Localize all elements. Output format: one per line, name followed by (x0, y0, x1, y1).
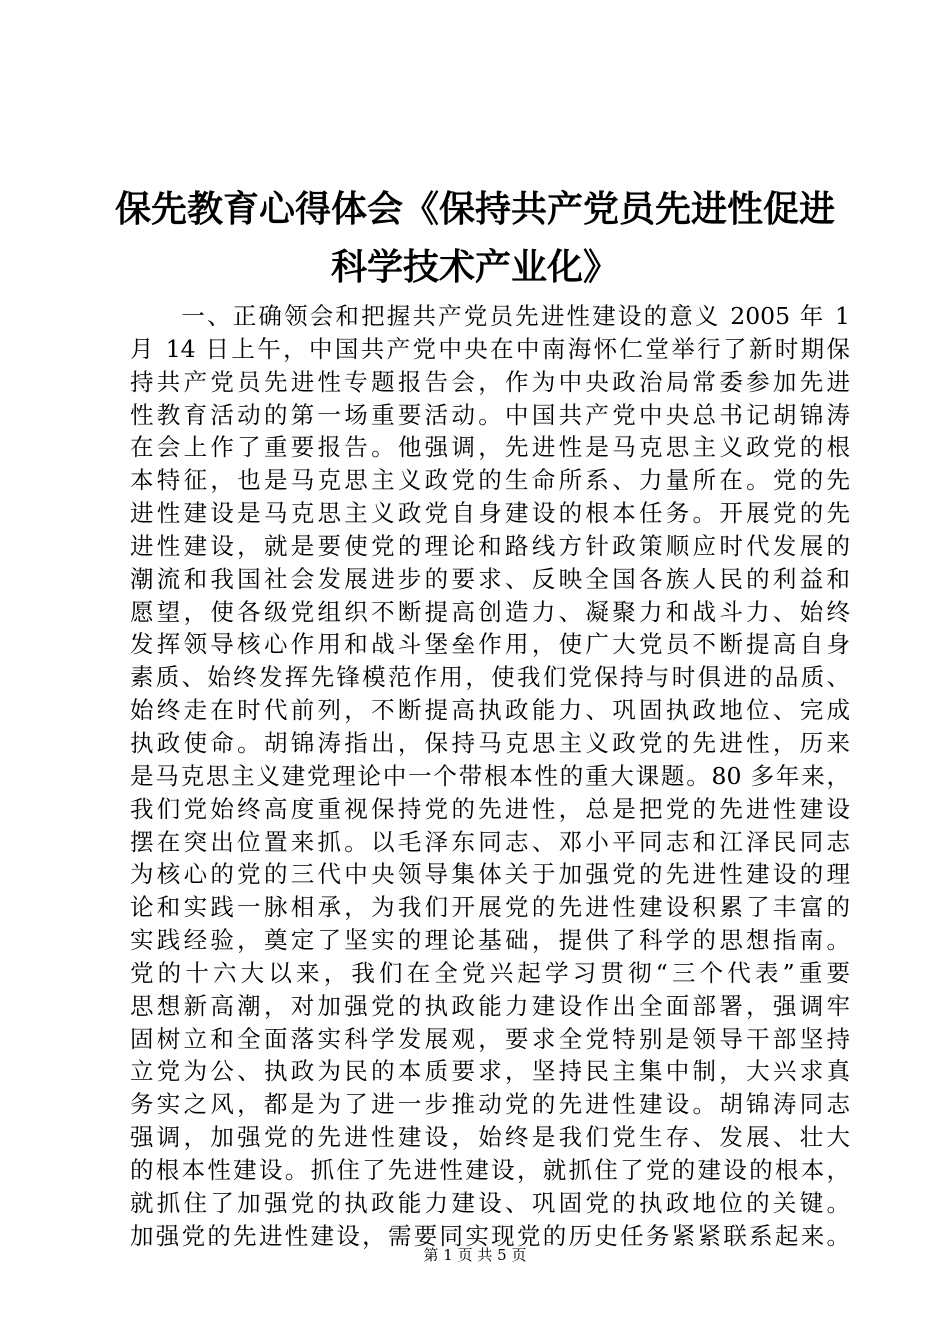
body-line: 进性建设，就是要使党的理论和路线方针政策顺应时代发展的 (130, 531, 850, 560)
body-line: 始终走在时代前列，不断提高执政能力、巩固执政地位、完成 (130, 696, 850, 725)
document-title-line-2: 科学技术产业化》 (330, 247, 619, 288)
page-footer: 第 1 页 共 5 页 (423, 1246, 527, 1264)
body-line: 强调，加强党的先进性建设，始终是我们党生存、发展、壮大 (130, 1123, 850, 1152)
body-line: 的根本性建设。抓住了先进性建设，就抓住了党的建设的根本， (130, 1155, 850, 1184)
body-line: 摆在突出位置来抓。以毛泽东同志、邓小平同志和江泽民同志 (130, 827, 850, 856)
body-line: 性教育活动的第一场重要活动。中国共产党中央总书记胡锦涛 (130, 400, 850, 429)
body-line: 为核心的党的三代中央领导集体关于加强党的先进性建设的理 (130, 860, 850, 889)
body-line: 是马克思主义建党理论中一个带根本性的重大课题。80 多年来， (130, 761, 850, 790)
body-line: 思想新高潮，对加强党的执政能力建设作出全面部署，强调牢 (130, 991, 850, 1020)
body-line: 务实之风，都是为了进一步推动党的先进性建设。胡锦涛同志 (130, 1090, 850, 1119)
body-line: 加强党的先进性建设，需要同实现党的历史任务紧紧联系起来。 (130, 1221, 850, 1250)
body-line: 我们党始终高度重视保持党的先进性，总是把党的先进性建设 (130, 794, 850, 823)
document-title-line-1: 保先教育心得体会《保持共产党员先进性促进 (114, 189, 835, 230)
body-line: 持共产党员先进性专题报告会，作为中央政治局常委参加先进 (130, 367, 850, 396)
body-line: 月 14 日上午，中国共产党中央在中南海怀仁堂举行了新时期保 (130, 334, 850, 363)
body-line: 素质、始终发挥先锋模范作用，使我们党保持与时俱进的品质、 (130, 663, 850, 692)
body-line: 在会上作了重要报告。他强调，先进性是马克思主义政党的根 (130, 433, 850, 462)
body-line: 立党为公、执政为民的本质要求，坚持民主集中制，大兴求真 (130, 1057, 850, 1086)
body-line: 实践经验，奠定了坚实的理论基础，提供了科学的思想指南。 (130, 926, 850, 955)
body-line: 党的十六大以来，我们在全党兴起学习贯彻“三个代表”重要 (130, 958, 850, 987)
body-line: 执政使命。胡锦涛指出，保持马克思主义政党的先进性，历来 (130, 728, 850, 757)
body-line: 愿望，使各级党组织不断提高创造力、凝聚力和战斗力、始终 (130, 597, 850, 626)
body-line: 就抓住了加强党的执政能力建设、巩固党的执政地位的关键。 (130, 1188, 850, 1217)
body-line: 论和实践一脉相承，为我们开展党的先进性建设积累了丰富的 (130, 893, 850, 922)
body-line: 一、正确领会和把握共产党员先进性建设的意义 2005 年 1 (130, 302, 850, 330)
body-line: 发挥领导核心作用和战斗堡垒作用，使广大党员不断提高自身 (130, 630, 850, 659)
document-body (130, 300, 850, 1252)
body-line: 进性建设是马克思主义政党自身建设的根本任务。开展党的先 (130, 499, 850, 528)
body-line: 本特征，也是马克思主义政党的生命所系、力量所在。党的先 (130, 466, 850, 495)
body-line: 固树立和全面落实科学发展观，要求全党特别是领导干部坚持 (130, 1024, 850, 1053)
body-line: 潮流和我国社会发展进步的要求、反映全国各族人民的利益和 (130, 564, 850, 593)
